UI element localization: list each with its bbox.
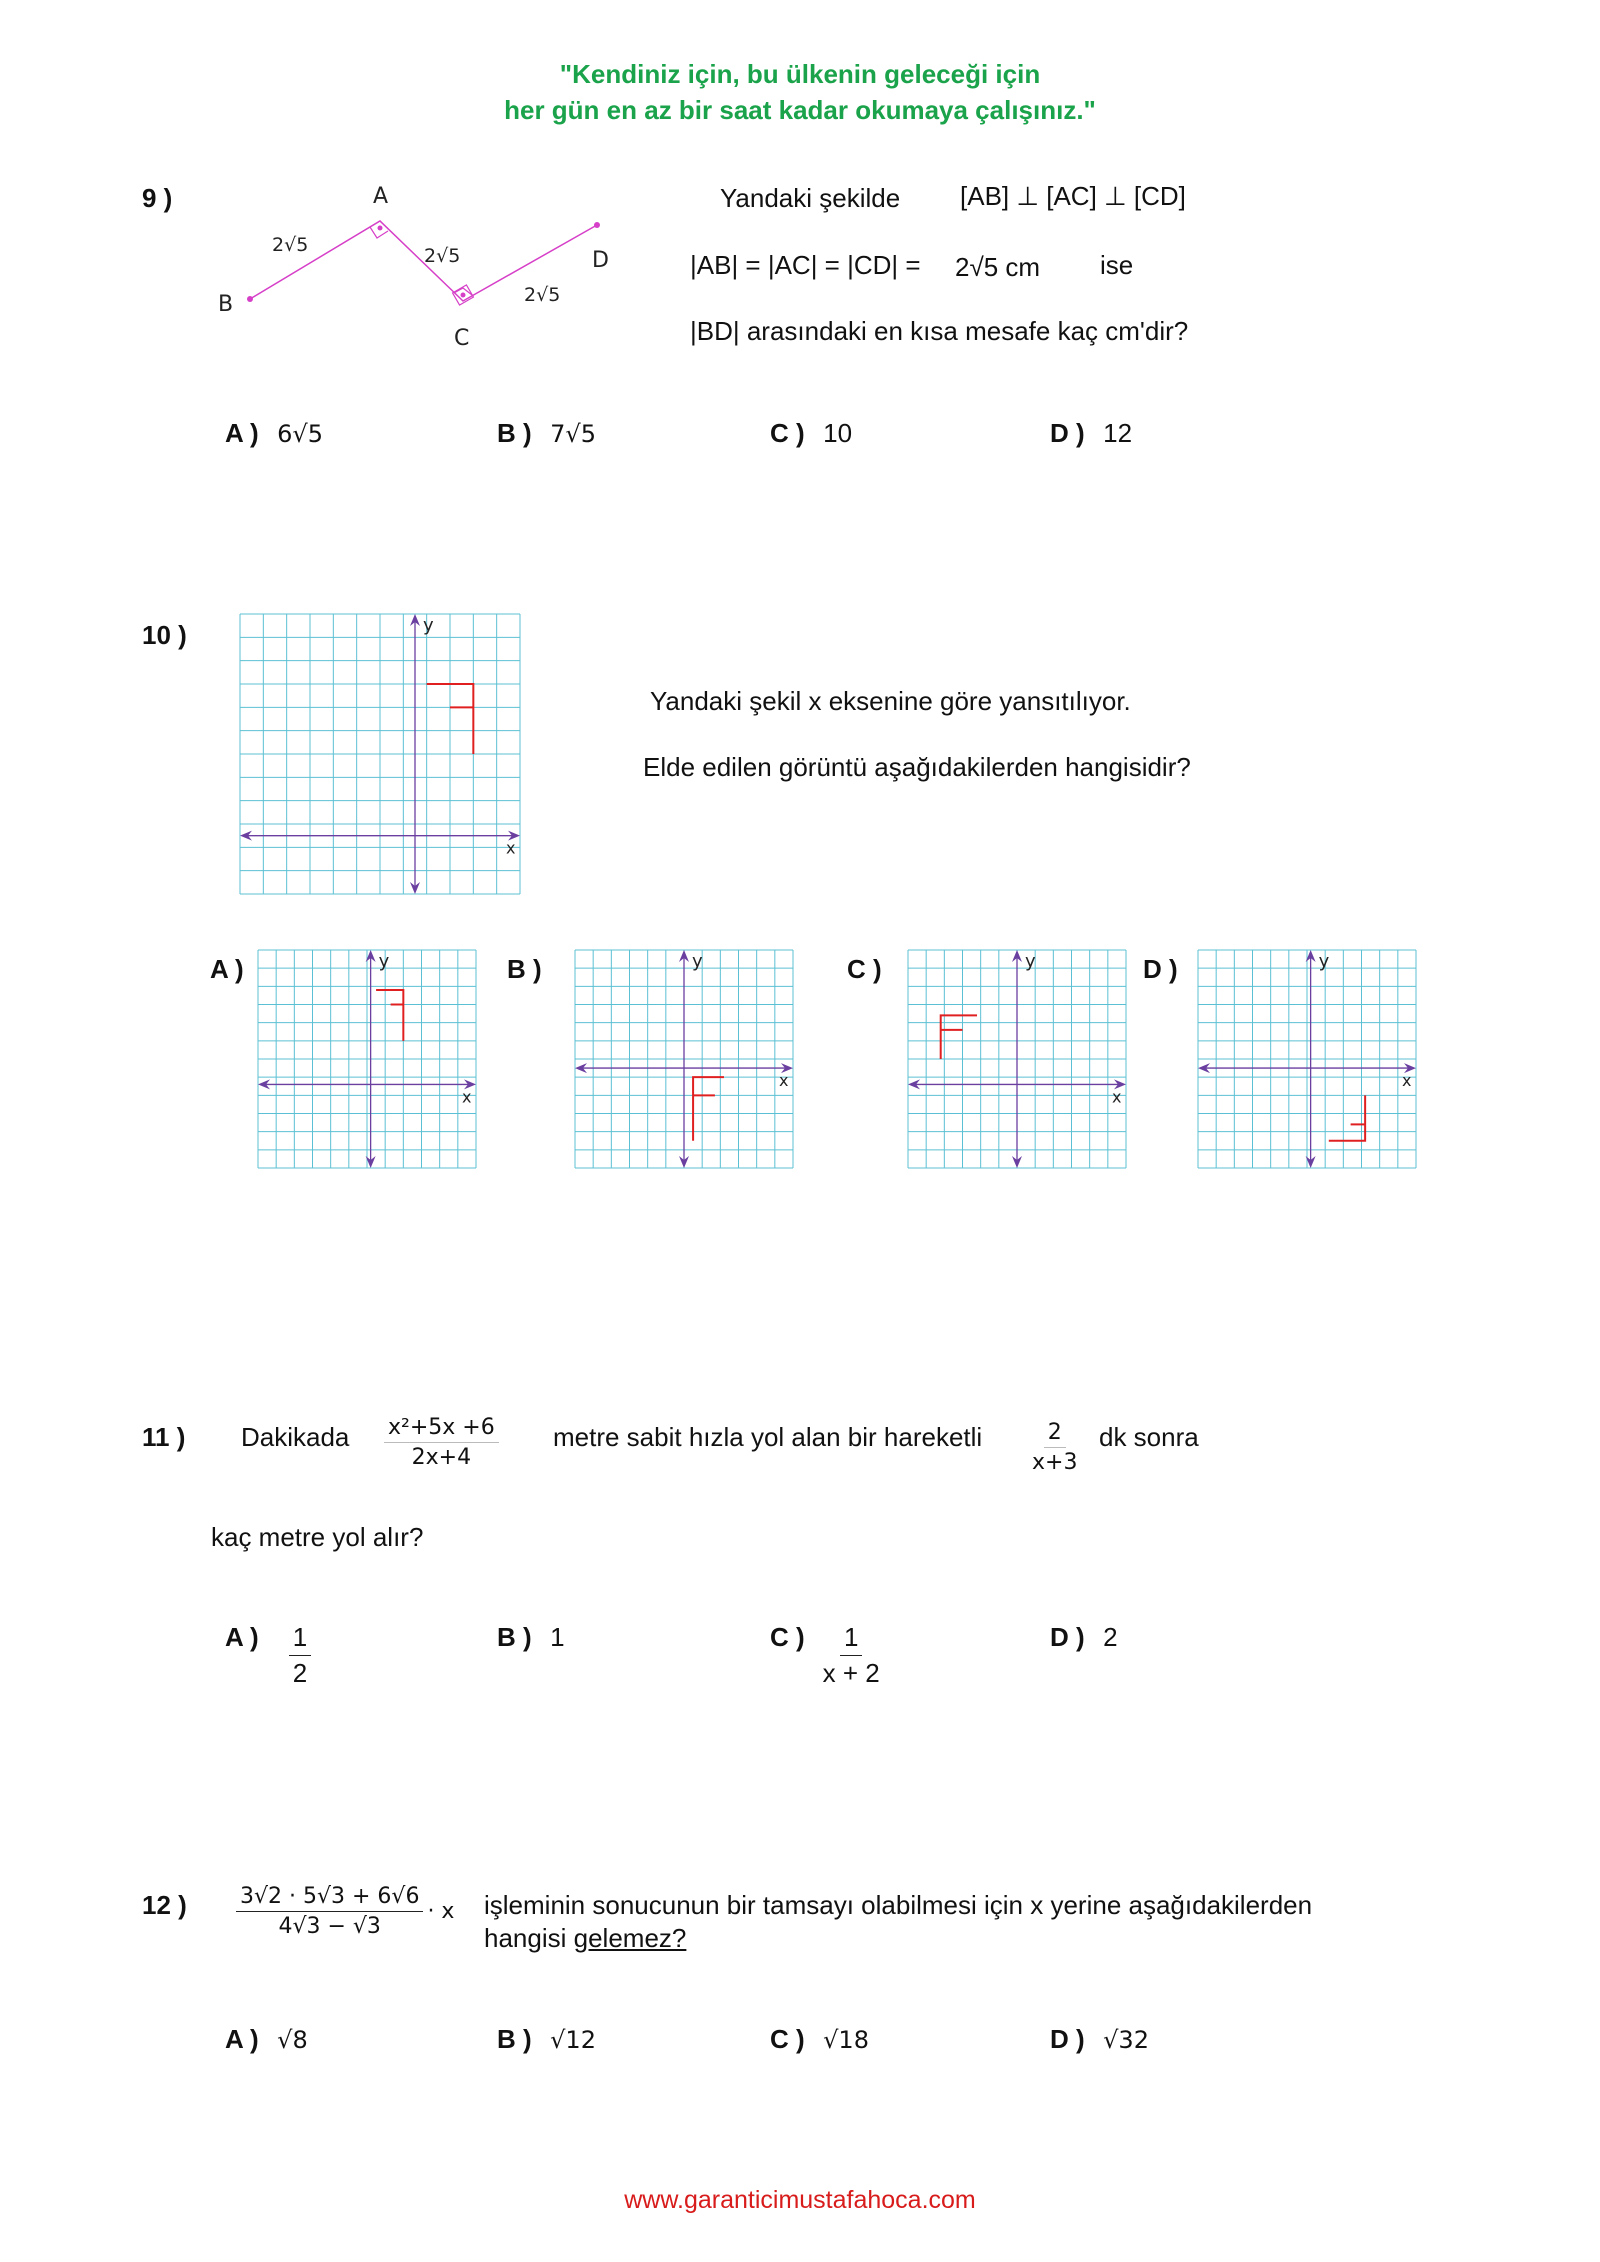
q9-text-line1a: Yandaki şekilde [720, 183, 901, 213]
y-axis-label: y [378, 951, 390, 972]
q10-text-line2: Elde edilen görüntü aşağıdakilerden hangisidir? [643, 752, 1191, 782]
q9-figure [200, 175, 620, 355]
q12-text-line2 [484, 1923, 686, 1954]
q11-text-a: Dakikada [241, 1422, 350, 1452]
q11-speed-numerator: x²+5x +6 [384, 1415, 499, 1443]
q10-option-a-label[interactable]: A ) [210, 954, 244, 984]
q9-text-ise: ise [1100, 250, 1134, 280]
option-value: √32 [1103, 2026, 1149, 2054]
q9-option-d[interactable] [1050, 418, 1132, 449]
point-b-label: B [218, 292, 234, 317]
q10-option-d-grid[interactable] [1196, 948, 1420, 1172]
q11-text-c: dk sonra [1099, 1422, 1199, 1452]
q12-text-b: hangisi [484, 1923, 567, 1953]
option-value: 2 [1103, 1622, 1118, 1652]
option-label: D ) [1050, 1622, 1085, 1652]
q11-option-c[interactable] [770, 1622, 884, 1689]
q12-text-a: işleminin sonucunun bir tamsayı olabilmesi için x yerine aşağıdakilerden [484, 1890, 1313, 1920]
q9-option-b[interactable] [497, 418, 596, 449]
q11-option-b[interactable] [497, 1622, 565, 1653]
q11-text-d: kaç metre yol alır? [211, 1522, 424, 1552]
option-value: 12 [1103, 418, 1133, 448]
option-label: B ) [497, 1622, 532, 1652]
q12-option-a[interactable] [225, 2024, 308, 2055]
point-c-label: C [454, 326, 470, 351]
figure-segment [1329, 1095, 1365, 1140]
segment-cd-label: 2√5 [524, 284, 561, 306]
q10-text-line1: Yandaki şekil x eksenine göre yansıtılıyor. [650, 686, 1131, 716]
q12-multiplier: · x [427, 1899, 455, 1924]
option-numerator: 1 [289, 1622, 311, 1656]
option-label: D ) [1050, 418, 1085, 448]
option-label: A ) [225, 418, 259, 448]
motto-line-1: "Kendiniz için, bu ülkenin geleceği için [559, 59, 1041, 89]
option-label: B ) [497, 418, 532, 448]
q11-time-expression [1028, 1420, 1081, 1475]
q12-denominator: 4√3 − √3 [278, 1914, 381, 1939]
option-value: √8 [277, 2026, 308, 2054]
q9-question: |BD| arasındaki en kısa mesafe kaç cm'dir? [690, 316, 1189, 346]
option-label: D ) [1050, 2024, 1085, 2054]
q12-option-d[interactable] [1050, 2024, 1149, 2055]
y-axis-label: y [692, 951, 703, 972]
option-value: √18 [823, 2026, 869, 2054]
question-11-number: 11 ) [142, 1422, 186, 1452]
figure-segment [941, 1015, 977, 1059]
question-10-number: 10 ) [142, 620, 187, 650]
y-axis-label: y [423, 615, 434, 636]
question-12-number: 12 ) [142, 1890, 187, 1920]
q12-numerator: 3√2 · 5√3 + 6√6 [236, 1884, 423, 1912]
q11-time-denominator: x+3 [1032, 1450, 1078, 1475]
option-value: 7√5 [550, 420, 596, 448]
q11-option-a[interactable] [225, 1622, 311, 1689]
option-value: 6√5 [277, 420, 323, 448]
x-axis-label: x [462, 1087, 472, 1107]
point-a-label: A [373, 184, 389, 209]
option-denominator: 2 [292, 1658, 308, 1688]
q12-option-c[interactable] [770, 2024, 869, 2055]
q10-option-b-label[interactable]: B ) [507, 954, 542, 984]
option-denominator: x + 2 [822, 1658, 880, 1688]
q9-text-length: 2√5 cm [955, 252, 1041, 282]
q10-option-a-grid[interactable] [256, 948, 480, 1172]
q9-text-line2a: |AB| = |AC| = |CD| = [690, 250, 921, 280]
q10-main-grid [238, 612, 522, 896]
option-numerator: 1 [840, 1622, 862, 1656]
q11-speed-denominator: 2x+4 [411, 1445, 472, 1470]
x-axis-label: x [1402, 1071, 1412, 1091]
question-9-number: 9 ) [142, 183, 173, 213]
figure-segment [376, 990, 403, 1041]
option-label: C ) [770, 2024, 805, 2054]
q9-option-c[interactable] [770, 418, 852, 449]
q12-expression [236, 1884, 454, 1939]
q10-option-b-grid[interactable] [573, 948, 797, 1172]
option-label: C ) [770, 418, 805, 448]
footer-url[interactable]: www.garanticimustafahoca.com [624, 2186, 976, 2214]
y-axis-label: y [1025, 951, 1036, 972]
q9-text-perpendicular: [AB] ⊥ [AC] ⊥ [CD] [960, 181, 1186, 211]
option-label: C ) [770, 1622, 805, 1652]
option-label: A ) [225, 2024, 259, 2054]
q10-option-c-label[interactable]: C ) [847, 954, 882, 984]
q10-option-c-grid[interactable] [906, 948, 1130, 1172]
option-value: √12 [550, 2026, 596, 2054]
x-axis-label: x [1112, 1087, 1122, 1107]
segment-ac-label: 2√5 [424, 245, 461, 267]
x-axis-label: x [779, 1071, 789, 1091]
option-label: B ) [497, 2024, 532, 2054]
option-value: 1 [550, 1622, 565, 1652]
option-value: 10 [823, 418, 853, 448]
segment-ab-label: 2√5 [272, 234, 309, 256]
point-d-label: D [592, 248, 609, 273]
q11-speed-expression [384, 1415, 499, 1470]
q11-option-d[interactable] [1050, 1622, 1118, 1653]
q9-option-a[interactable] [225, 418, 323, 449]
motto-line-2: her gün en az bir saat kadar okumaya çalışınız." [504, 95, 1096, 125]
x-axis-label: x [506, 838, 516, 858]
q11-time-numerator: 2 [1044, 1420, 1066, 1448]
q12-text-c: gelemez? [573, 1923, 687, 1953]
q11-text-b: metre sabit hızla yol alan bir hareketli [553, 1422, 983, 1452]
q10-option-d-label[interactable]: D ) [1143, 954, 1178, 984]
y-axis-label: y [1318, 951, 1330, 972]
q12-option-b[interactable] [497, 2024, 596, 2055]
option-label: A ) [225, 1622, 259, 1652]
